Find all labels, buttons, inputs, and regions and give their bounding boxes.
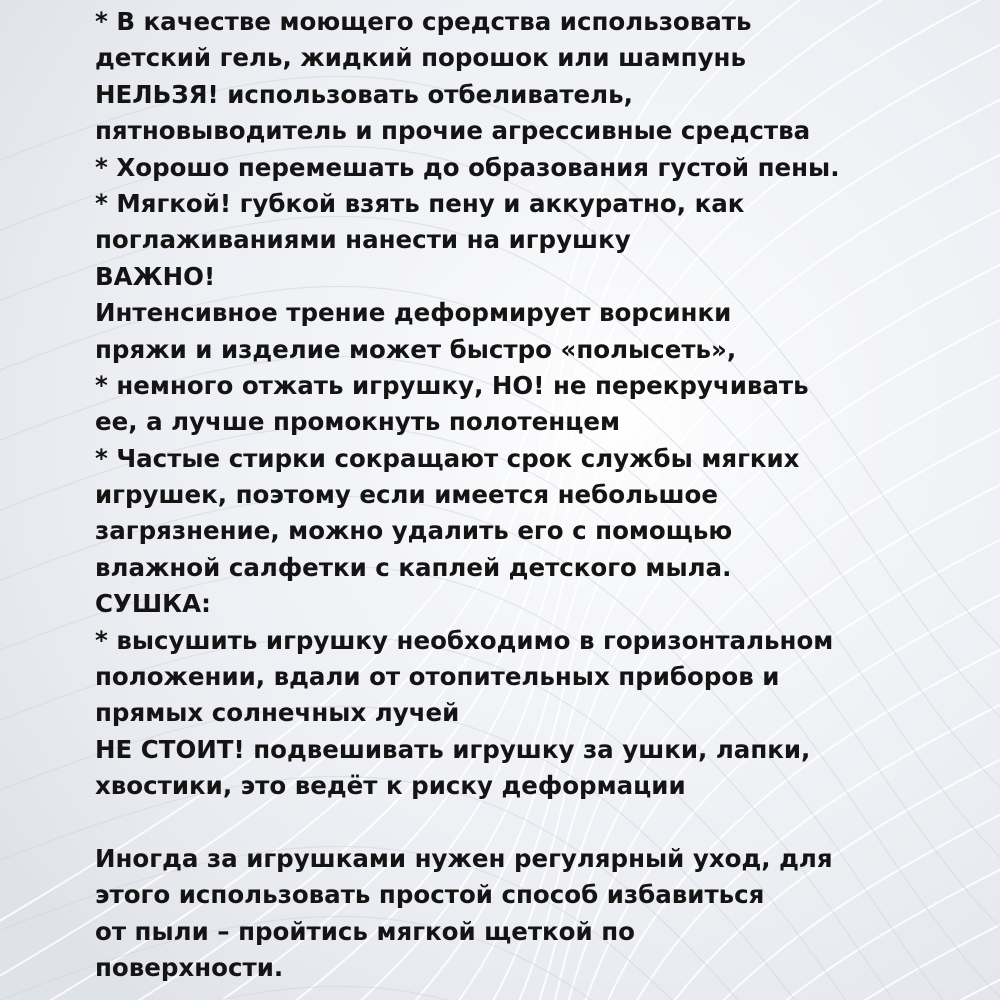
text-line: загрязнение, можно удалить его с помощью [95,516,733,546]
dust-care-block [95,841,975,987]
text-line: НЕЛЬЗЯ! использовать отбеливатель, [95,79,633,109]
text-line: от пыли – пройтись мягкой щеткой по [95,916,635,946]
text-line: * высушить игрушку необходимо в горизонтальном [95,625,834,655]
text-line: пятновыводитель и прочие агрессивные средства [95,116,811,146]
text-line: * Частые стирки сокращают срок службы мягких [95,443,800,473]
text-line: * Мягкой! губкой взять пену и аккуратно, как [95,188,745,218]
text-line: влажной салфетки с каплей детского мыла. [95,552,732,582]
heading-important: ВАЖНО! [95,261,216,291]
text-line: поверхности. [95,953,284,983]
text-line: пряжи и изделие может быстро «полысеть», [95,334,737,364]
text-line: * В качестве моющего средства использовать [95,7,752,36]
text-line: этого использовать простой способ избавиться [95,880,765,910]
text-line: положении, вдали от отопительных приборов и [95,662,780,692]
text-line: поглаживаниями нанести на игрушку [95,225,631,255]
text-line: прямых солнечных лучей [95,698,460,728]
text-line: хвостики, это ведёт к риску деформации [95,771,686,801]
care-instructions-text [95,4,975,987]
text-line: Иногда за игрушками нужен регулярный уход, для [95,843,833,873]
text-line: игрушек, поэтому если имеется небольшое [95,480,718,510]
text-line: * немного отжать игрушку, НО! не перекручивать [95,370,809,400]
text-line: ее, а лучше промокнуть полотенцем [95,407,621,437]
text-line: * Хорошо перемешать до образования густой пены. [95,152,840,182]
heading-drying: СУШКА: [95,589,211,619]
text-line: Интенсивное трение деформирует ворсинки [95,298,732,328]
text-line: детский гель, жидкий порошок или шампунь [95,43,746,73]
text-line: НЕ СТОИТ! подвешивать игрушку за ушки, лапки, [95,734,811,764]
washing-and-drying-block [95,4,975,805]
paragraph-gap [95,805,975,841]
